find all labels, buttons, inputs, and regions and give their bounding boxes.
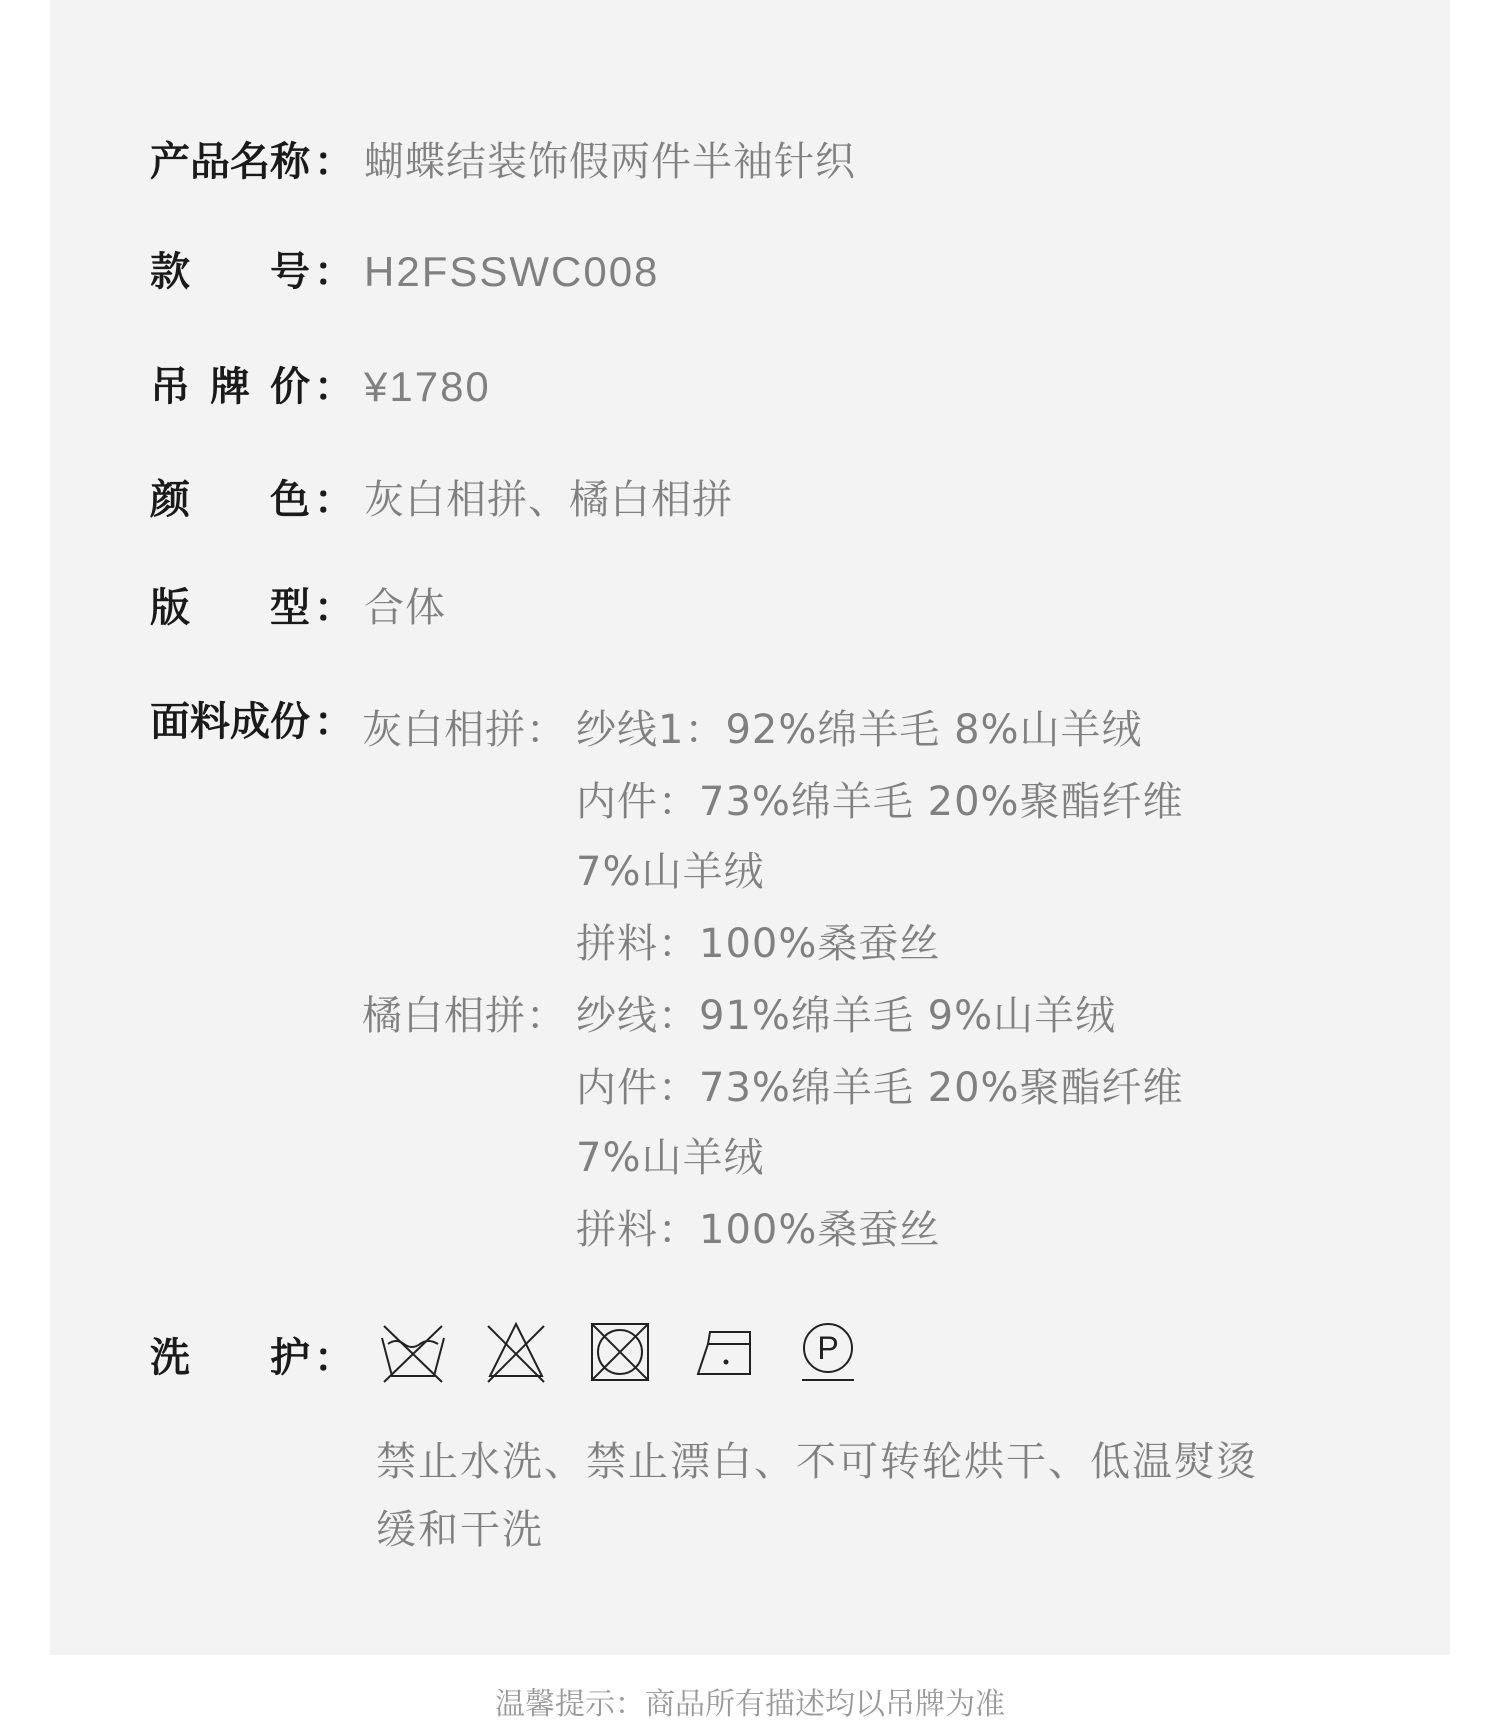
composition-line: 7%山羊绒 xyxy=(576,849,765,895)
footer-notice: 温馨提示：商品所有描述均以吊牌为准 xyxy=(495,1687,1005,1722)
product-info-panel xyxy=(50,0,1450,1655)
color-label xyxy=(150,478,310,522)
dry-clean-p-icon xyxy=(796,1318,860,1386)
label-char: 号 xyxy=(270,249,310,295)
composition-line: 拼料：100%桑蚕丝 xyxy=(576,921,941,967)
composition-line: 纱线：91%绵羊毛 9%山羊绒 xyxy=(576,993,1117,1039)
colon: ： xyxy=(314,585,354,631)
label-char: 颜 xyxy=(150,477,190,523)
composition-line: 内件：73%绵羊毛 20%聚酯纤维 xyxy=(576,779,1184,825)
colon: ： xyxy=(314,699,354,745)
colon: ： xyxy=(314,249,354,295)
composition-group-name: 橘白相拼： xyxy=(362,993,567,1039)
color-value: 灰白相拼、橘白相拼 xyxy=(364,477,733,523)
product-name-label: 产品名称 xyxy=(150,139,310,185)
do-not-bleach-icon xyxy=(484,1318,548,1386)
style-number-value: H2FSSWC008 xyxy=(364,248,660,295)
colon: ： xyxy=(314,477,354,523)
label-char: 护 xyxy=(270,1335,310,1381)
care-label xyxy=(150,1336,310,1380)
dry-clean-p-letter: P xyxy=(817,1330,839,1366)
colon: ： xyxy=(314,364,354,410)
do-not-wash-icon xyxy=(378,1318,448,1386)
composition-group-name: 灰白相拼： xyxy=(362,707,567,753)
label-char: 牌 xyxy=(210,364,250,410)
composition-label: 面料成份 xyxy=(150,699,310,745)
composition-line: 拼料：100%桑蚕丝 xyxy=(576,1207,941,1253)
fit-label xyxy=(150,586,310,630)
tag-price-value: ¥1780 xyxy=(364,363,491,410)
label-char: 版 xyxy=(150,585,190,631)
label-char: 价 xyxy=(270,364,310,410)
care-instructions-line-1: 禁止水洗、禁止漂白、不可转轮烘干、低温熨烫 xyxy=(376,1439,1258,1485)
label-char: 洗 xyxy=(150,1335,190,1381)
label-char: 型 xyxy=(270,585,310,631)
style-number-label xyxy=(150,250,310,294)
tag-price-label xyxy=(150,365,310,409)
colon: ： xyxy=(314,1335,354,1381)
do-not-tumble-dry-icon xyxy=(588,1318,652,1386)
label-char: 色 xyxy=(270,477,310,523)
fit-value: 合体 xyxy=(364,585,446,631)
colon: ： xyxy=(314,139,354,185)
product-name-value: 蝴蝶结装饰假两件半袖针织 xyxy=(364,139,856,185)
low-iron-icon xyxy=(692,1318,756,1386)
label-char: 款 xyxy=(150,249,190,295)
care-instructions-line-2: 缓和干洗 xyxy=(376,1507,544,1553)
composition-line: 7%山羊绒 xyxy=(576,1135,765,1181)
label-char: 吊 xyxy=(150,364,190,410)
composition-line: 内件：73%绵羊毛 20%聚酯纤维 xyxy=(576,1065,1184,1111)
composition-line: 纱线1：92%绵羊毛 8%山羊绒 xyxy=(576,707,1143,753)
